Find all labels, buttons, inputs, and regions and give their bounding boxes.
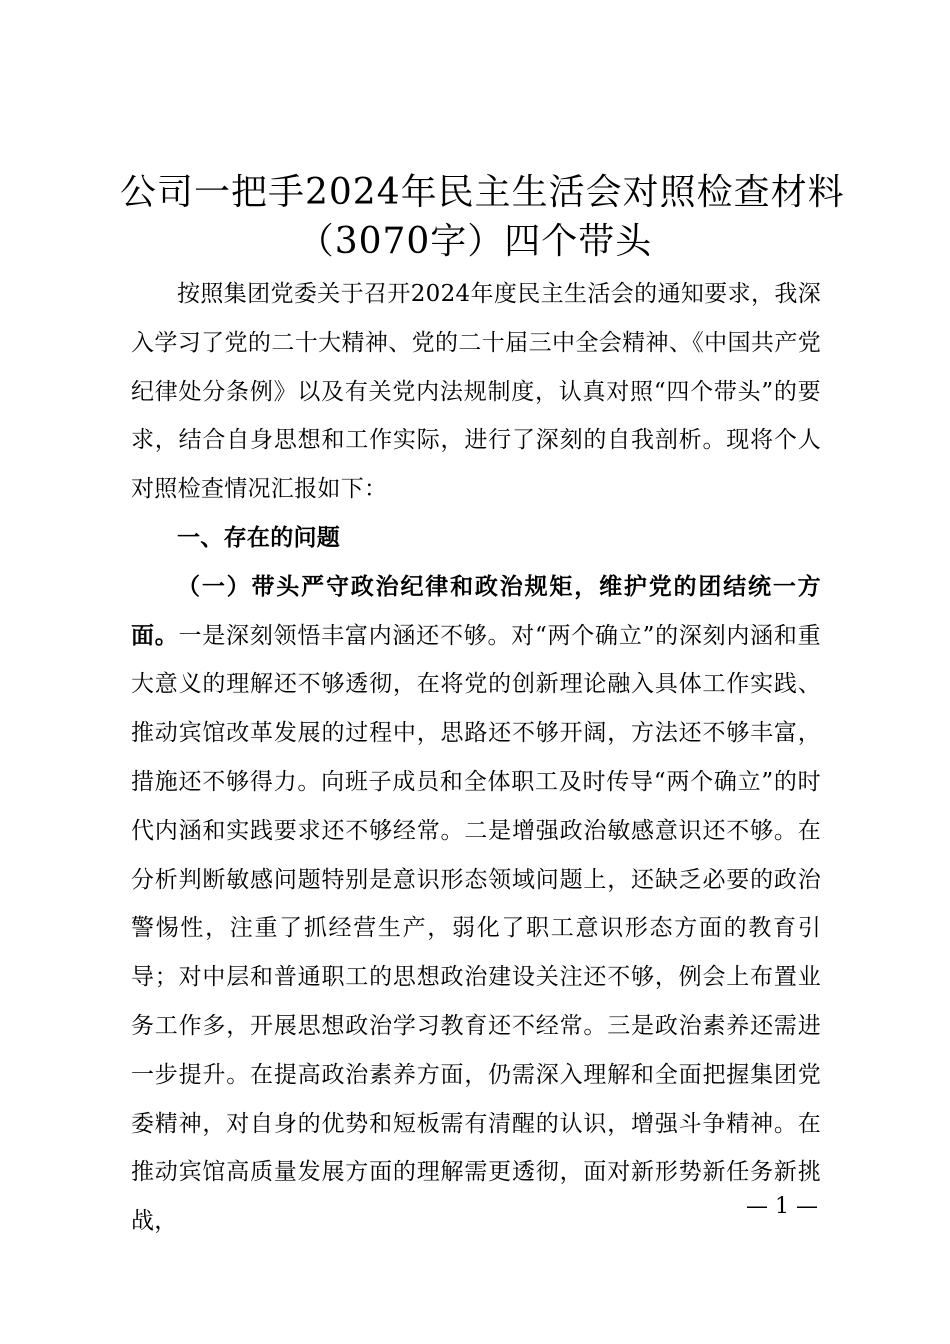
intro-paragraph: 按照集团党委关于召开2024年度民主生活会的通知要求，我深入学习了党的二十大精神、党的二十届三中全会精神、《中国共产党纪律处分条例》以及有关党内法规制度，认真对照“四个带头”的要求，结合自身思想和工作实际，进行了深刻的自我剖析。现将个人对照检查情况汇报如下： bbox=[131, 281, 821, 503]
document-title-line-2: （3070字）四个带头 bbox=[297, 221, 653, 262]
section-1-lead: （一）带头严守政治纪律和政治规矩，维护党的团结统一方面。 bbox=[131, 573, 821, 649]
section-heading-problems: 一、存在的问题 bbox=[177, 524, 341, 551]
document-title-line-1: 公司一把手2024年民主生活会对照检查材料 bbox=[120, 172, 845, 213]
page-number: — 1 — bbox=[746, 1194, 818, 1219]
document-body bbox=[131, 270, 821, 1246]
section-1-paragraph bbox=[131, 563, 821, 1246]
section-1-body: 一是深刻领悟丰富内涵还不够。对“两个确立”的深刻内涵和重大意义的理解还不够透彻，在将党的创新理论融入具体工作实践、推动宾馆改革发展的过程中，思路还不够开阔，方法还不够丰富，措施还不够得力。向班子成员和全体职工及时传导“两个确立”的时代内涵和实践要求还不够经常。二是增强政治敏感意识还不够。在分析判断敏感问题特别是意识形态领域问题上，还缺乏必要的政治警惕性，注重了抓经营生产，弱化了职工意识形态方面的教育引导；对中层和普通职工的思想政治建设关注还不够，例会上布置业务工作多，开展思想政治学习教育还不经常。三是政治素养还需进一步提升。在提高政治素养方面，仍需深入理解和全面把握集团党委精神，对自身的优势和短板需有清醒的认识，增强斗争精神。在推动宾馆高质量发展方面的理解需更透彻，面对新形势新任务新挑战， bbox=[131, 622, 821, 1235]
